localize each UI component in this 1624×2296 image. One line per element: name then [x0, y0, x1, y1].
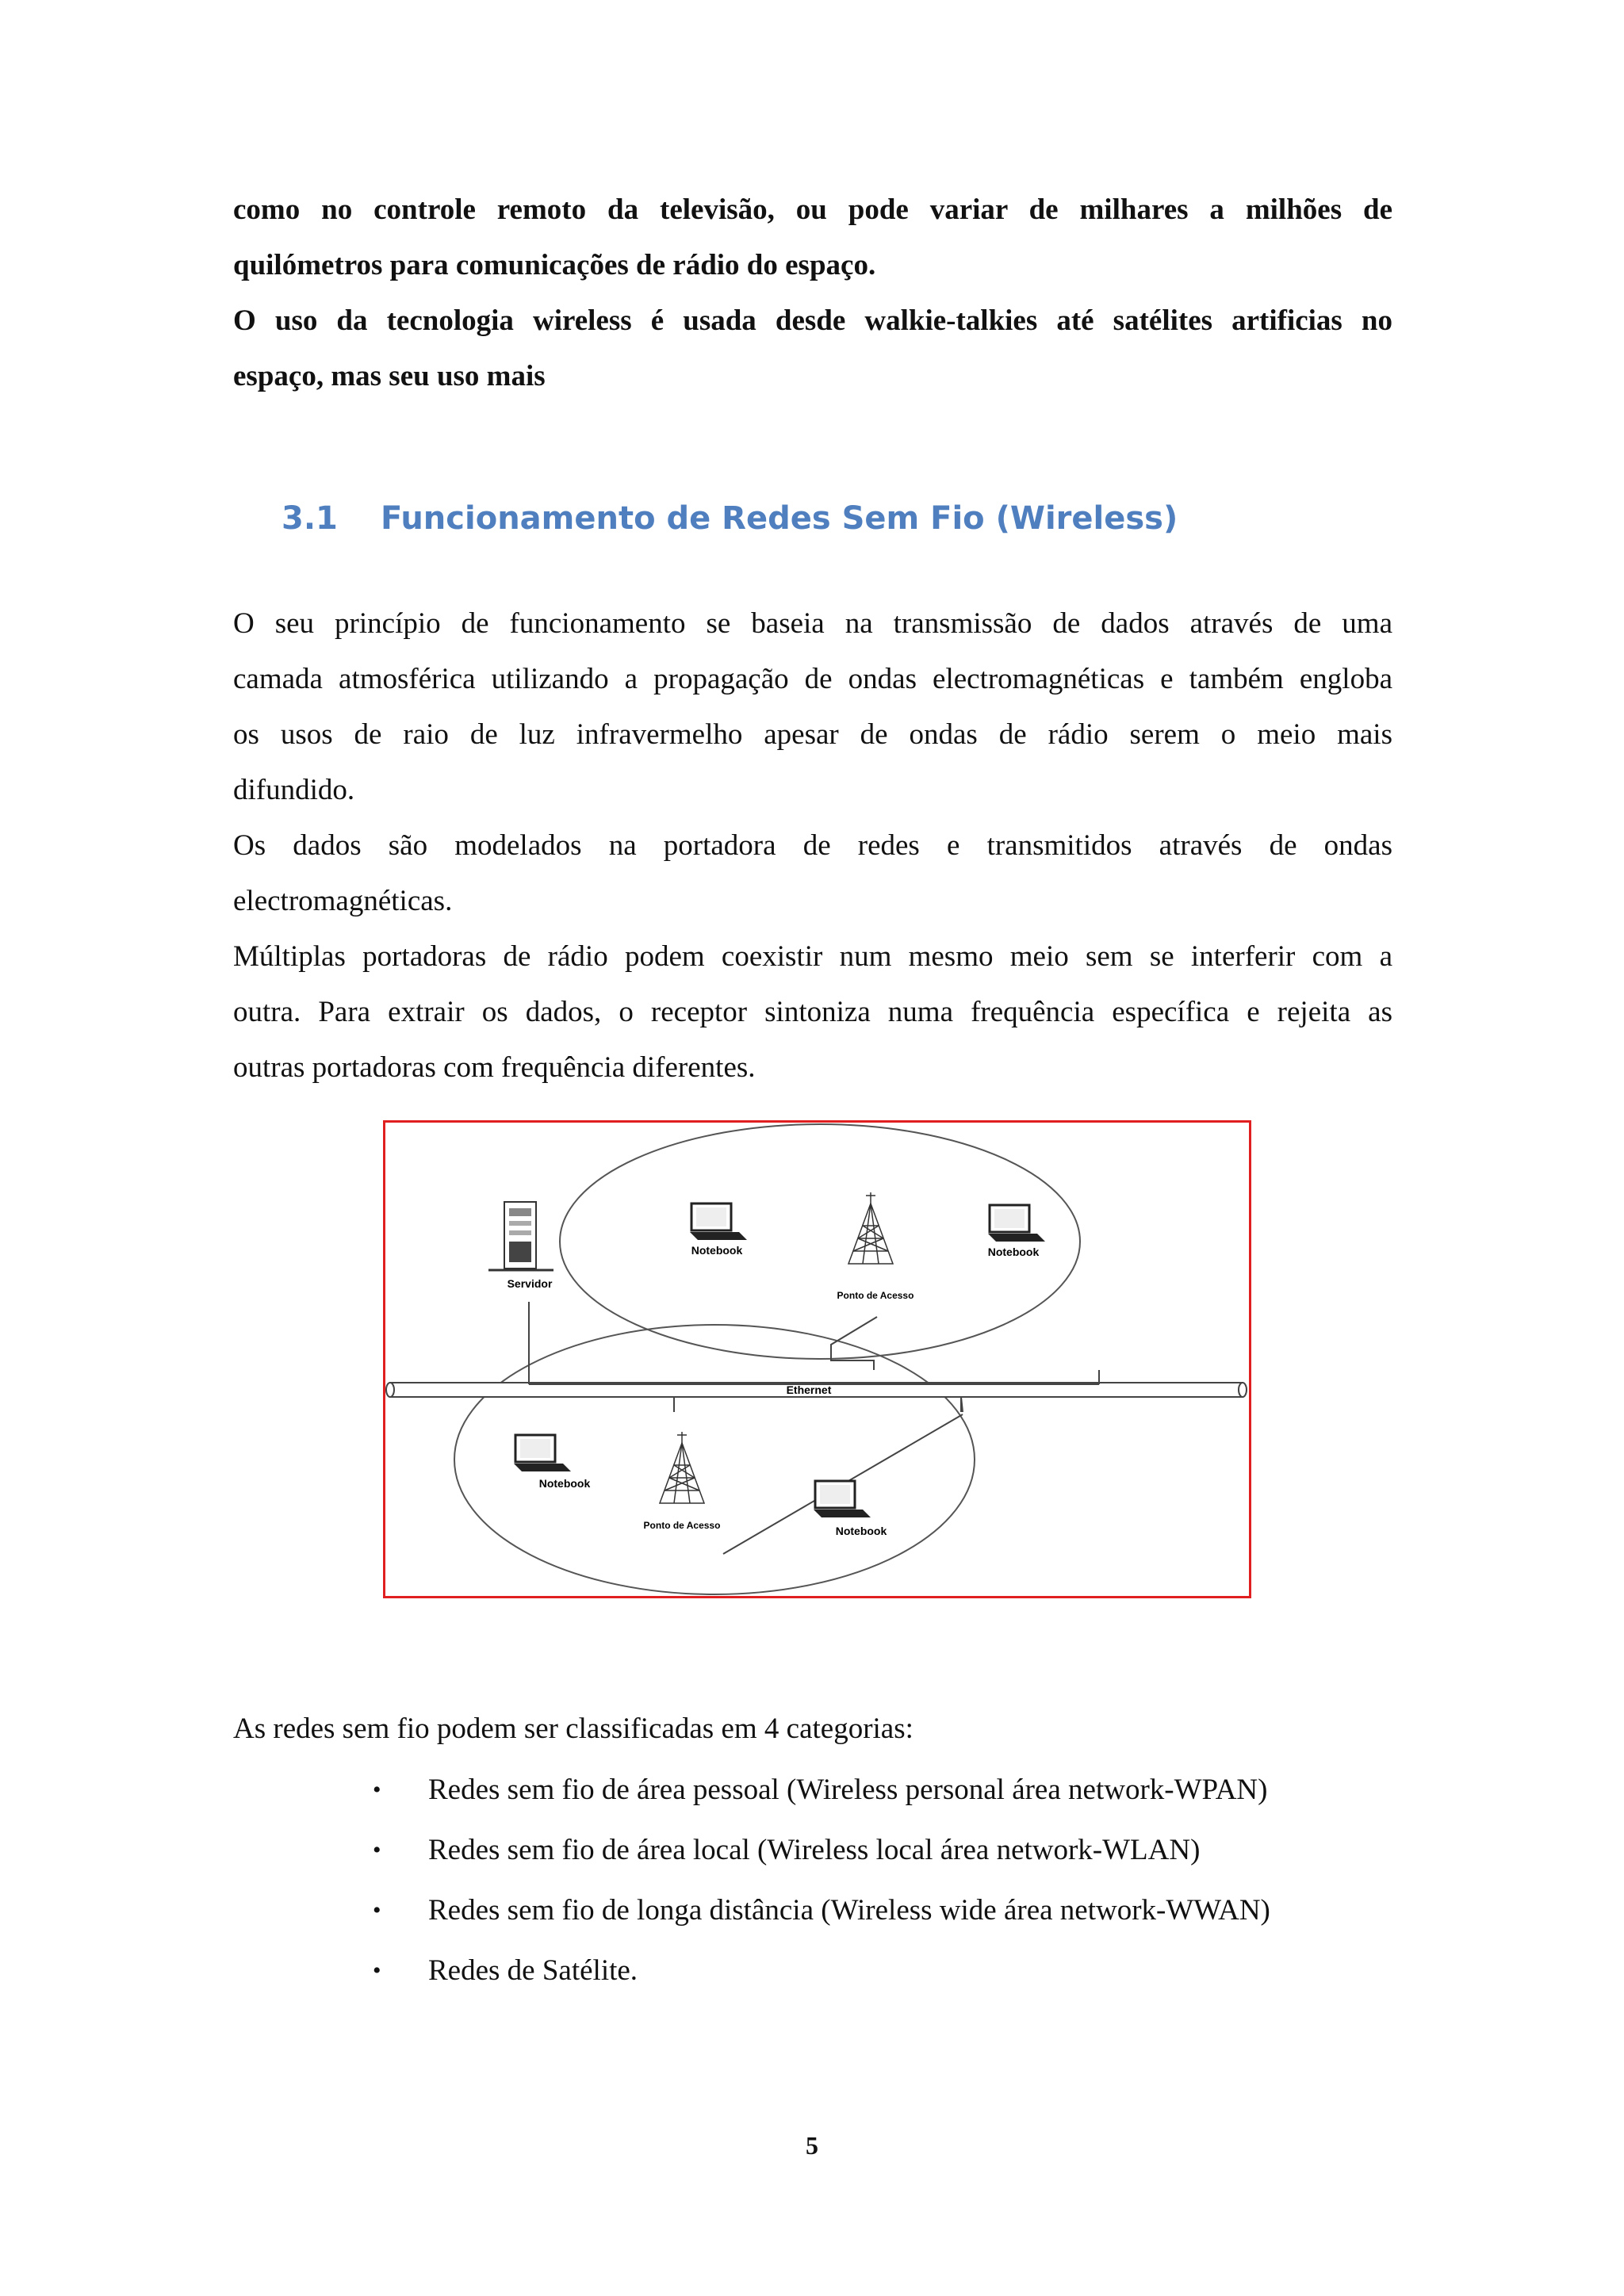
- text-line: os usos de raio de luz infravermelho apesar de ondas de rádio serem o meio mais: [233, 718, 1392, 751]
- list-item-text: Redes sem fio de área local (Wireless local área network-WLAN): [428, 1834, 1201, 1866]
- notebook-icon: [690, 1203, 747, 1240]
- text-line: outras portadoras com frequência diferentes.: [233, 1051, 756, 1084]
- list-item-text: Redes sem fio de área pessoal (Wireless personal área network-WPAN): [428, 1774, 1268, 1806]
- connection-lines: [529, 1302, 1099, 1554]
- continuation-text: [233, 182, 1392, 404]
- list-item-text: Redes de Satélite.: [428, 1954, 638, 1987]
- notebook-label: Notebook: [538, 1477, 591, 1490]
- text-line: O uso da tecnologia wireless é usada desde walkie-talkies até satélites artificias no: [233, 304, 1392, 337]
- notebook-icon: [814, 1481, 871, 1517]
- text-line: outra. Para extrair os dados, o receptor sintoniza numa frequência específica e rejeita as: [233, 996, 1392, 1028]
- network-diagram: [383, 1120, 1251, 1598]
- bullet-icon: •: [373, 1897, 381, 1923]
- notebook-label: Notebook: [835, 1525, 887, 1537]
- access-point-icon: [660, 1432, 704, 1503]
- section-number: 3.1: [282, 500, 338, 537]
- server-label: Servidor: [507, 1277, 553, 1290]
- bullet-icon: •: [373, 1957, 381, 1984]
- text-line: como no controle remoto da televisão, ou pode variar de milhares a milhões de: [233, 193, 1392, 226]
- section-title: Funcionamento de Redes Sem Fio (Wireless): [381, 500, 1178, 537]
- access-point-icon: [848, 1192, 893, 1264]
- text-line: camada atmosférica utilizando a propagação de ondas electromagnéticas e também engloba: [233, 663, 1392, 695]
- notebook-label: Notebook: [987, 1246, 1040, 1258]
- text-line: quilómetros para comunicações de rádio do espaço.: [233, 249, 876, 281]
- bullet-icon: •: [373, 1777, 381, 1803]
- page-number: 5: [806, 2131, 818, 2160]
- text-line: Os dados são modelados na portadora de redes e transmitidos através de ondas: [233, 829, 1392, 862]
- categories-intro: As redes sem fio podem ser classificadas em 4 categorias:: [233, 1712, 914, 1745]
- text-line: electromagnéticas.: [233, 885, 453, 917]
- bullet-icon: •: [373, 1837, 381, 1863]
- notebook-icon: [514, 1435, 571, 1471]
- notebook-icon: [988, 1205, 1045, 1242]
- access-point-label: Ponto de Acesso: [643, 1520, 721, 1531]
- access-point-label: Ponto de Acesso: [837, 1290, 914, 1301]
- categories-list: [373, 1762, 1270, 2003]
- text-line: O seu princípio de funcionamento se baseia na transmissão de dados através de uma: [233, 607, 1392, 640]
- text-line: Múltiplas portadoras de rádio podem coexistir num mesmo meio sem se interferir com a: [233, 940, 1392, 973]
- section-heading: [282, 493, 1178, 544]
- list-item: [373, 1823, 1270, 1883]
- list-item: [373, 1762, 1270, 1823]
- list-item-text: Redes sem fio de longa distância (Wireless wide área network-WWAN): [428, 1894, 1270, 1927]
- text-line: espaço, mas seu uso mais: [233, 360, 546, 392]
- list-item: [373, 1943, 1270, 2003]
- ethernet-label: Ethernet: [786, 1383, 832, 1396]
- server-icon: [488, 1202, 553, 1270]
- text-line: difundido.: [233, 774, 355, 806]
- list-item: [373, 1883, 1270, 1943]
- body-text: [233, 596, 1392, 1096]
- notebook-label: Notebook: [691, 1244, 743, 1257]
- network-diagram-svg: [385, 1123, 1249, 1596]
